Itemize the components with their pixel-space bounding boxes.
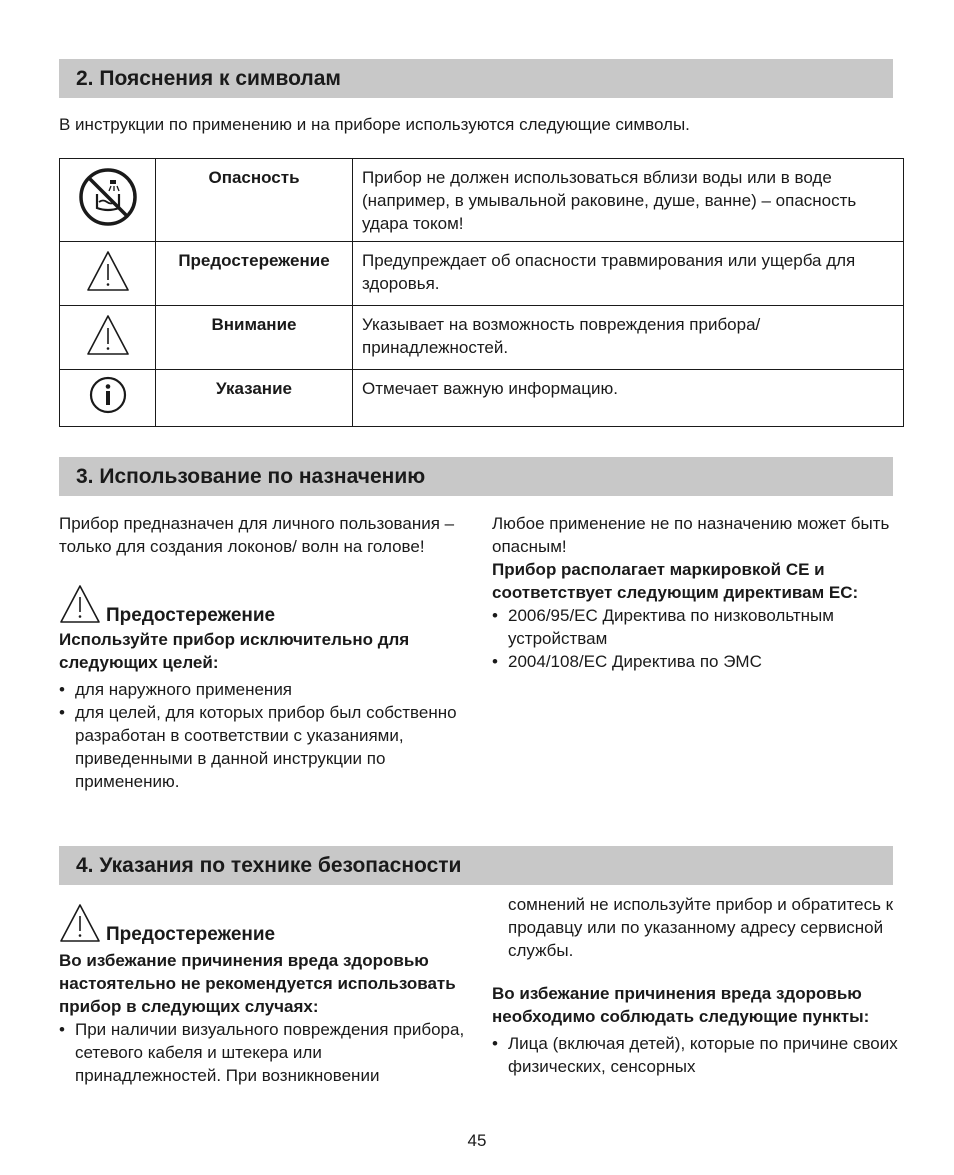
section-3-left-column — [59, 512, 463, 793]
section-2-header — [59, 59, 893, 98]
symbol-name: Указание — [156, 370, 353, 427]
continued-text: сомнений не используйте прибор и обратитесь к продавцу или по указанному адресу сервисной службы. — [508, 895, 894, 960]
section-4-title: 4. Указания по технике безопасности — [76, 854, 462, 877]
list-item: • для наружного применения — [59, 678, 463, 701]
warning-triangle-icon — [59, 903, 101, 943]
section-3-right-column — [492, 512, 904, 673]
section-4-left-column — [59, 903, 467, 1087]
section-4-header — [59, 846, 893, 885]
symbol-description: Отмечает важную информацию. — [353, 370, 904, 427]
warning-label: Предостережение — [106, 924, 276, 945]
list-item: • 2004/108/EC Директива по ЭМС — [492, 650, 904, 673]
symbol-description: Указывает на возможность повреждения прибора/ принадлежностей. — [353, 306, 904, 370]
warning-triangle-icon — [86, 250, 130, 292]
misuse-paragraph: Любое применение не по назначению может быть опасным! — [492, 514, 890, 556]
table-row — [60, 370, 904, 427]
section-2-intro: В инструкции по применению и на приборе используются следующие символы. — [59, 115, 690, 134]
purpose-paragraph: Прибор предназначен для личного пользования – только для создания локонов/ волн на голове! — [59, 514, 455, 556]
symbol-description: Предупреждает об опасности травмирования или ущерба для здоровья. — [353, 242, 904, 306]
section-3-header — [59, 457, 893, 496]
directives-list — [492, 604, 904, 673]
list-item: • Лица (включая детей), которые по причине своих физических, сенсорных — [492, 1032, 904, 1078]
list-item: • для целей, для которых прибор был собственно разработан в соответствии с указаниями, приведенными в данной инструкции по применению. — [59, 701, 463, 793]
list-item: • При наличии визуального повреждения прибора, сетевого кабеля и штекера или принадлежностей. При возникновении — [59, 1018, 467, 1087]
symbol-name: Предостережение — [156, 242, 353, 306]
safety-list — [59, 1018, 467, 1087]
safety-points-text: Во избежание причинения вреда здоровью необходимо соблюдать следующие пункты: — [492, 984, 870, 1026]
table-row — [60, 242, 904, 306]
warning-heading — [59, 903, 467, 943]
ce-marking-text: Прибор располагает маркировкой CE и соответствует следующим директивам ЕС: — [492, 560, 859, 602]
section-4-right-column — [492, 893, 904, 1078]
warning-text: Используйте прибор исключительно для следующих целей: — [59, 630, 410, 672]
table-row — [60, 159, 904, 242]
warning-label: Предостережение — [106, 605, 276, 626]
symbols-table — [59, 158, 904, 427]
warning-triangle-icon — [86, 314, 130, 356]
no-water-icon — [77, 166, 139, 228]
warning-text: Во избежание причинения вреда здоровью настоятельно не рекомендуется использовать прибор в следующих случаях: — [59, 951, 456, 1016]
symbol-description: Прибор не должен использоваться вблизи воды или в воде (например, в умывальной раковине, душе, ванне) – опасность удара током! — [353, 159, 904, 242]
symbol-name: Внимание — [156, 306, 353, 370]
page-number: 45 — [467, 1131, 487, 1150]
usage-list — [59, 678, 463, 793]
section-3-title: 3. Использование по назначению — [76, 465, 426, 488]
section-2-title: 2. Пояснения к символам — [76, 67, 341, 90]
warning-heading — [59, 584, 463, 624]
list-item: • 2006/95/EC Директива по низковольтным устройствам — [492, 604, 904, 650]
info-icon — [88, 375, 128, 415]
warning-triangle-icon — [59, 584, 101, 624]
symbol-name: Опасность — [156, 159, 353, 242]
safety-points-list — [492, 1032, 904, 1078]
table-row — [60, 306, 904, 370]
